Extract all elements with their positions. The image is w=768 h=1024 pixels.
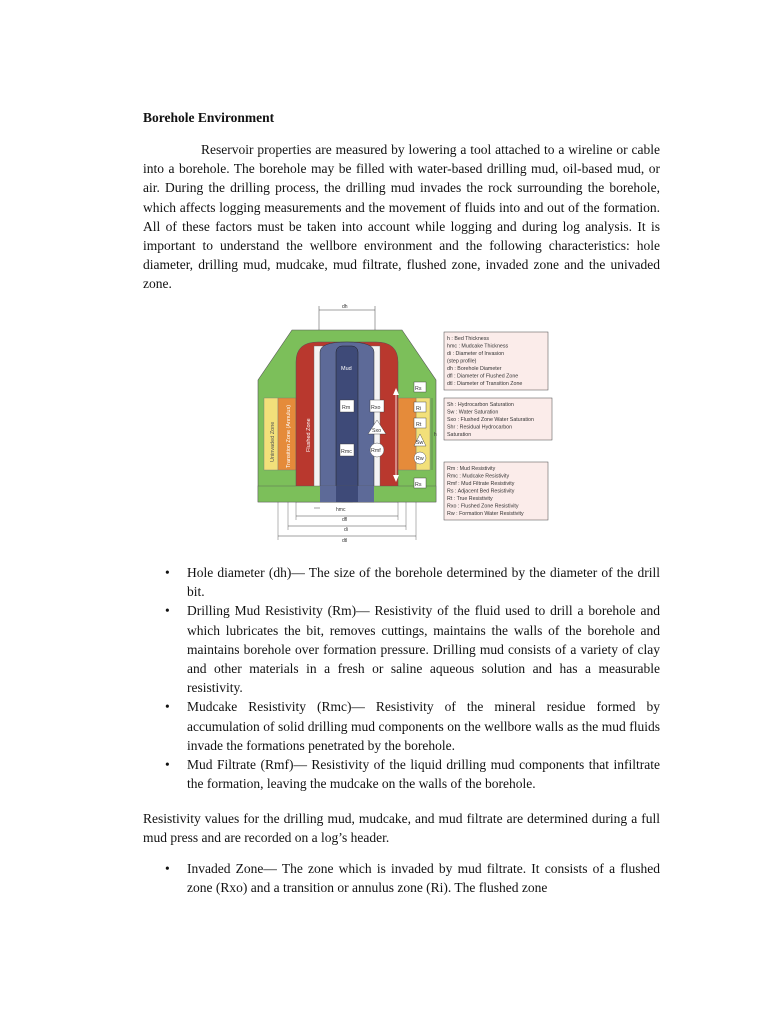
rs-box-top-label: Rs [415, 386, 422, 392]
di-label: di [344, 527, 348, 533]
mud-label: Mud [341, 366, 352, 372]
rmc-box-label: Rmc [341, 449, 352, 455]
legend2-line: Saturation [447, 432, 472, 438]
legend1-line: dtl : Diameter of Transition Zone [447, 381, 523, 387]
dh-label: dh [342, 304, 348, 310]
rt-box-label: Rt [416, 422, 422, 428]
legend3-line: Rmc : Mudcake Resistivity [447, 473, 510, 480]
legend1-line: h : Bed Thickness [447, 336, 490, 342]
legend1-line: dfl : Diameter of Flushed Zone [447, 373, 519, 380]
list-item: • Hole diameter (dh)— The size of the borehole determined by the diameter of the drill bit. [143, 563, 660, 601]
rw-circle-label: Rw [416, 456, 424, 462]
legend3-line: Rmf : Mud Filtrate Resistivity [447, 481, 515, 487]
rxo-box-label: Rxo [371, 405, 381, 411]
ri-box-label: Ri [416, 406, 422, 412]
legend1-line: hmc : Mudcake Thickness [447, 343, 509, 350]
legend2-line: Sh : Hydrocarbon Saturation [447, 402, 514, 408]
hmc-label: hmc [336, 507, 346, 513]
legend1-line: (step profile) [447, 358, 477, 365]
rm-box-label: Rm [342, 405, 351, 411]
zones-list [143, 859, 660, 897]
legend2-line: Shr : Residual Hydrocarbon [447, 424, 513, 431]
list-item: • Mudcake Resistivity (Rmc)— Resistivity of the mineral residue formed by accumulation of solid drilling mud components on the wellbore walls as the mud fluids invade the formations penetrated by the borehole. [143, 697, 660, 755]
borehole-diagram-svg [248, 302, 554, 550]
intro-paragraph: Reservoir properties are measured by lowering a tool attached to a wireline or cable into a borehole. The borehole may be filled with water-based drilling mud, oil-based mud, or air. During the drilling process, the drilling mud invades the rock surrounding the borehole, which affects logging measurements and the movement of fluids into and out of the formation. All of these factors must be taken into account while logging and during log analysis. It is important to understand the wellbore environment and the following characteristics: hole diameter, drilling mud, mudcake, mud filtrate, flushed zone, invaded zone and the univaded zone. [143, 142, 660, 292]
borehole-diagram [248, 302, 554, 550]
list-item: • Drilling Mud Resistivity (Rm)— Resistivity of the fluid used to drill a borehole and which lubricates the bit, removes cuttings, maintains the walls of the borehole and maintains borehole over formation pressure. Drilling mud consists of a variety of clay and other materials in a fresh or saline aqueous solution and has a measurable resistivity. [143, 601, 660, 697]
flushed-zone-label: Flushed Zone [306, 418, 312, 452]
legend2-line: Sw : Water Saturation [447, 409, 499, 416]
section-heading: Borehole Environment [143, 110, 275, 125]
sxo-triangle-label: Sxo [372, 428, 382, 434]
list-item: • Invaded Zone— The zone which is invaded by mud filtrate. It consists of a flushed zone (Rxo) and a transition or annulus zone (Ri). The flushed zone [143, 859, 660, 897]
legend3-line: Rs : Adjacent Bed Resistivity [447, 488, 515, 495]
legend3-line: Rw : Formation Water Resistivity [447, 511, 524, 517]
legend3-line: Rm : Mud Resistivity [447, 466, 496, 472]
uninvaded-zone-label: Uninvaded Zone [270, 421, 276, 462]
resistivity-paragraph: Resistivity values for the drilling mud, mudcake, and mud filtrate are determined during a full mud press and are recorded on a log’s header. [143, 811, 660, 846]
rs-box-bottom-label: Rs [415, 482, 422, 488]
dtl-label: dtl [342, 538, 348, 544]
sw-triangle-label: Sw [416, 440, 424, 446]
list-item: • Mud Filtrate (Rmf)— Resistivity of the liquid drilling mud components that infiltrate the formation, leaving the mudcake on the walls of the borehole. [143, 755, 660, 793]
legend1-line: dh : Borehole Diameter [447, 366, 502, 372]
legend3-line: Rt : True Resistivity [447, 496, 493, 502]
legend1-line: di : Diameter of Invasion [447, 351, 505, 357]
legend3-line: Rxo : Flushed Zone Resistivity [447, 503, 519, 510]
transition-zone-label: Transition Zone (Annulus) [286, 404, 292, 468]
transition-zone-right [398, 398, 416, 470]
dfl-label: dfl [342, 517, 348, 523]
definitions-list [143, 563, 660, 793]
rmf-circle-label: Rmf [371, 448, 381, 454]
h-label: h [434, 432, 437, 438]
legend2-line: Sxo : Flushed Zone Water Saturation [447, 417, 534, 423]
logging-tool-lower [336, 486, 358, 502]
